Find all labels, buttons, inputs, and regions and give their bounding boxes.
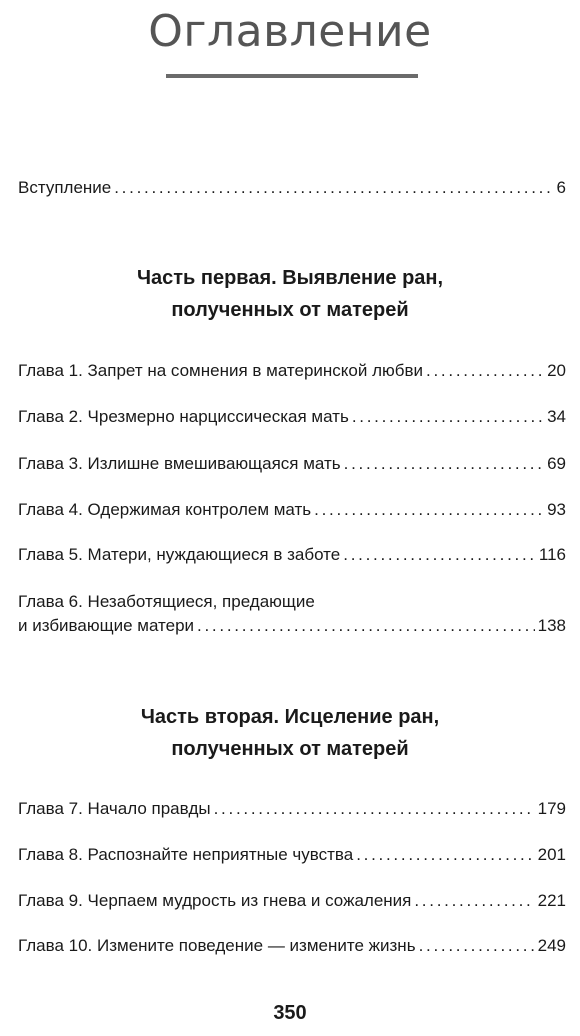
part-heading-line: полученных от матерей: [171, 738, 409, 760]
toc-entry-label: Глава 2. Чрезмерно нарциссическая мать: [18, 407, 349, 426]
dot-leader: [419, 934, 535, 958]
toc-entry-chapter-9[interactable]: [18, 889, 566, 913]
toc-entry-page: 179: [537, 799, 566, 818]
dot-leader: [114, 176, 553, 200]
part-heading-1: [0, 262, 580, 326]
dot-leader: [344, 452, 544, 476]
toc-entry-label: Глава 3. Излишне вмешивающаяся мать: [18, 454, 341, 473]
toc-entry-page: 69: [547, 454, 566, 473]
part-heading-line: Часть первая. Выявление ран,: [136, 267, 444, 289]
dot-leader: [343, 543, 536, 567]
toc-entry-label: и избивающие матери: [18, 616, 195, 635]
toc-entry-page: 93: [547, 500, 566, 519]
toc-entry-label: Глава 10. Измените поведение — измените жизнь: [18, 936, 416, 955]
toc-entry-page: 34: [547, 407, 566, 426]
dot-leader: [197, 614, 535, 638]
toc-entry-label: Глава 1. Запрет на сомнения в материнской любви: [18, 361, 424, 380]
toc-entry-label: Глава 6. Незаботящиеся, предающие: [18, 592, 315, 611]
part-heading-line: Часть вторая. Исцеление ран,: [140, 706, 440, 728]
toc-entry-chapter-6[interactable]: [18, 590, 566, 638]
toc-entry-label: Глава 5. Матери, нуждающиеся в заботе: [18, 545, 341, 564]
toc-entry-page: 221: [537, 891, 566, 910]
toc-entry-page: 116: [538, 545, 566, 564]
toc-entry-label: Глава 7. Начало правды: [18, 799, 211, 818]
toc-entry-chapter-10[interactable]: [18, 934, 566, 958]
dot-leader: [352, 405, 544, 429]
toc-entry-chapter-2[interactable]: [18, 405, 566, 429]
dot-leader: [214, 797, 535, 821]
toc-entry-page: 138: [537, 616, 566, 635]
toc-entry-page: 201: [537, 845, 566, 864]
page-title: Оглавление: [148, 6, 432, 57]
toc-entry-chapter-7[interactable]: [18, 797, 566, 821]
toc-entry-label: Глава 4. Одержимая контролем мать: [18, 500, 312, 519]
toc-entry-page: 249: [537, 936, 566, 955]
toc-entry-label: Глава 8. Распознайте неприятные чувства: [18, 845, 354, 864]
toc-entry-chapter-1[interactable]: [18, 359, 566, 383]
toc-entry-label: Вступление: [18, 178, 112, 197]
toc-entry-chapter-3[interactable]: [18, 452, 566, 476]
toc-entry-label: Глава 9. Черпаем мудрость из гнева и сожаления: [18, 891, 412, 910]
dot-leader: [426, 359, 544, 383]
part-heading-2: [0, 701, 580, 765]
toc-entry-page: 6: [556, 178, 566, 197]
dot-leader: [356, 843, 534, 867]
dot-leader: [314, 498, 544, 522]
part-heading-line: полученных от матерей: [171, 299, 409, 321]
toc-entry-page: 20: [547, 361, 566, 380]
page-number: 350: [273, 1002, 307, 1024]
dot-leader: [414, 889, 534, 913]
toc-entry-chapter-5[interactable]: [18, 543, 566, 567]
title-underline: [166, 74, 418, 78]
toc-entry-chapter-4[interactable]: [18, 498, 566, 522]
toc-entry-intro[interactable]: [18, 176, 566, 200]
toc-entry-chapter-8[interactable]: [18, 843, 566, 867]
